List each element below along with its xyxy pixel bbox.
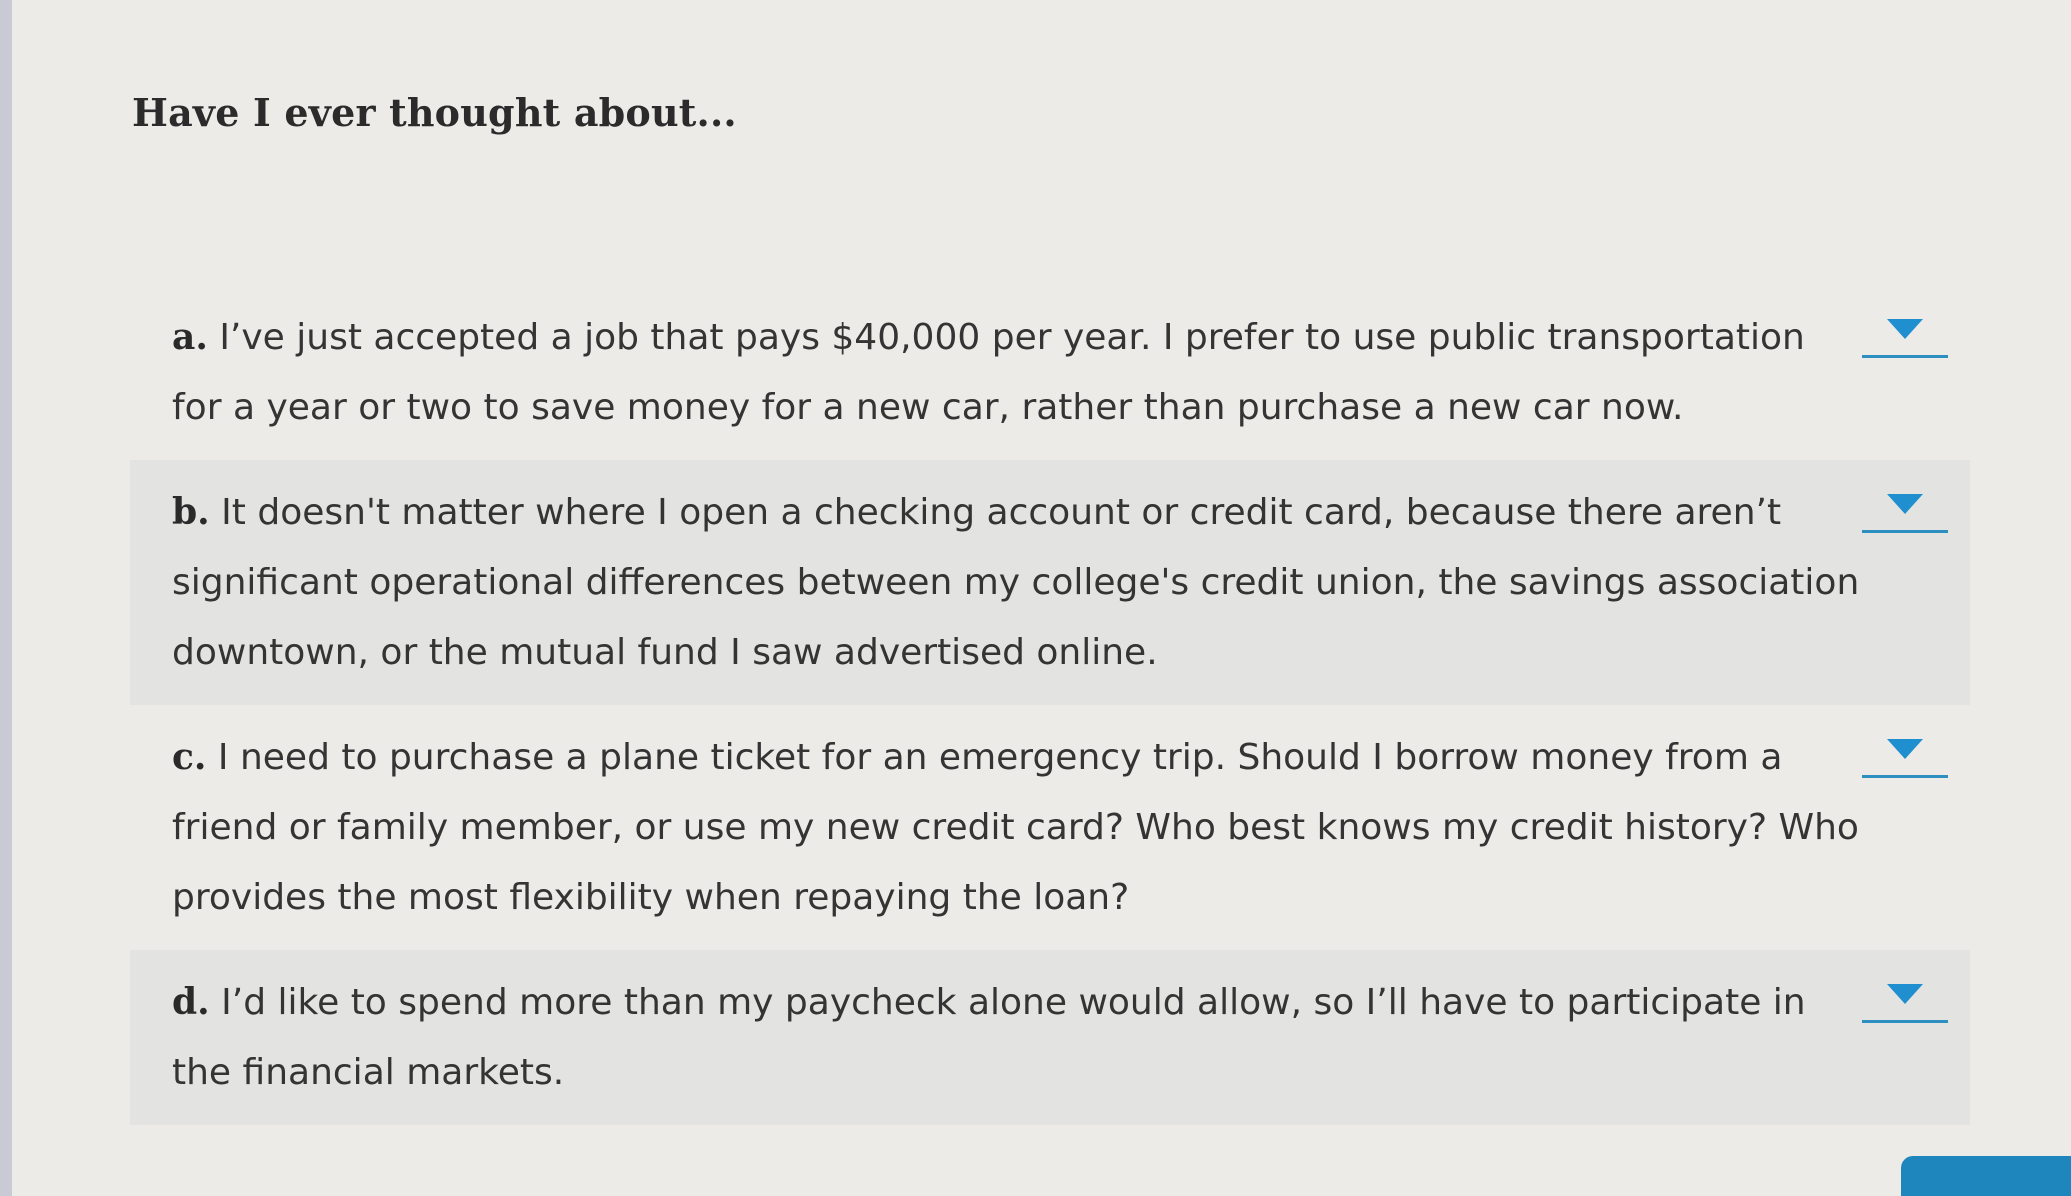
answer-dropdown-a[interactable] — [1862, 315, 1948, 358]
question-letter-c: c. — [172, 736, 207, 778]
question-body-c: I need to purchase a plane ticket for an emergency trip. Should I borrow money from a friend or family member, or use my new credit card? Who best knows my credit history? Who provides the most flexibility when repaying the loan? — [172, 737, 1859, 918]
chevron-down-icon — [1887, 739, 1923, 759]
question-row-d — [130, 950, 1970, 1125]
answer-dropdown-b[interactable] — [1862, 490, 1948, 533]
answer-dropdown-c[interactable] — [1862, 735, 1948, 778]
question-body-b: It doesn't matter where I open a checking account or credit card, because there aren’t significant operational differences between my college's credit union, the savings association downtown, or the mutual fund I saw advertised online. — [172, 492, 1860, 673]
submit-button[interactable] — [1901, 1156, 2071, 1196]
question-list — [130, 285, 1970, 1125]
question-text-d — [172, 967, 1862, 1108]
question-row-a — [130, 285, 1970, 460]
question-page — [12, 0, 2071, 1196]
question-body-d: I’d like to spend more than my paycheck alone would allow, so I’ll have to participate in the financial markets. — [172, 982, 1806, 1093]
question-row-b — [130, 460, 1970, 705]
question-body-a: I’ve just accepted a job that pays $40,000 per year. I prefer to use public transportation for a year or two to save money for a new car, rather than purchase a new car now. — [172, 317, 1805, 428]
question-text-b — [172, 477, 1862, 688]
chevron-down-icon — [1887, 494, 1923, 514]
question-row-c — [130, 705, 1970, 950]
question-text-a — [172, 302, 1862, 443]
left-rail — [0, 0, 12, 1196]
page-title: Have I ever thought about... — [132, 90, 737, 135]
chevron-down-icon — [1887, 984, 1923, 1004]
answer-dropdown-d[interactable] — [1862, 980, 1948, 1023]
chevron-down-icon — [1887, 319, 1923, 339]
question-text-c — [172, 722, 1862, 933]
question-letter-a: a. — [172, 316, 208, 358]
question-letter-d: d. — [172, 981, 210, 1023]
question-letter-b: b. — [172, 491, 210, 533]
